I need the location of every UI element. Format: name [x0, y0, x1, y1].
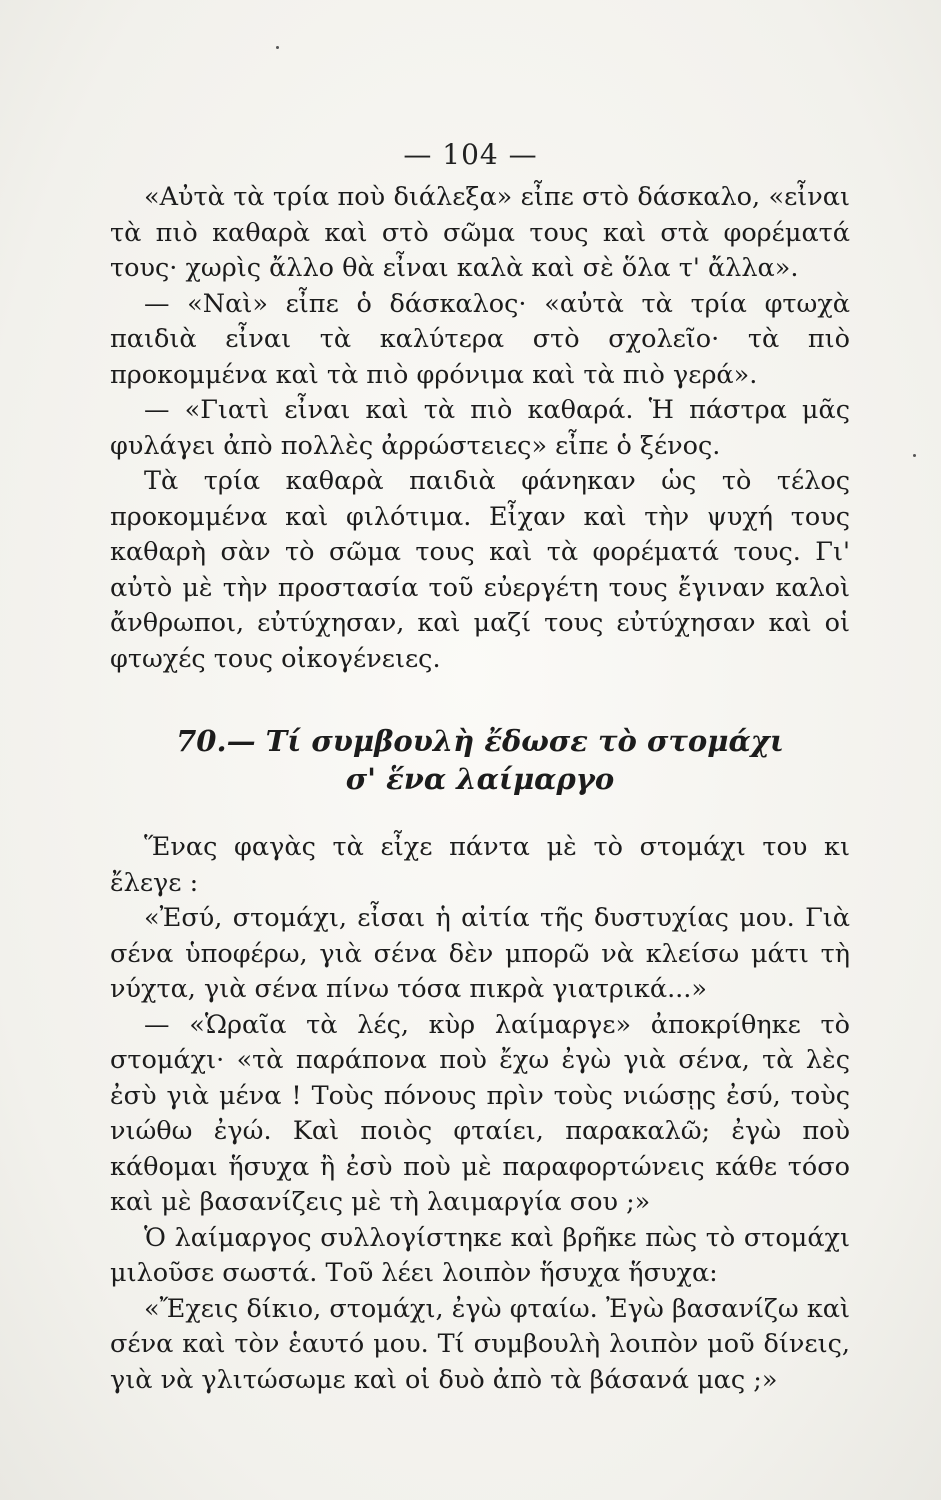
- paragraph: «Αὐτὰ τὰ τρία ποὺ διάλεξα» εἶπε στὸ δάσκαλο, «εἶναι τὰ πιὸ καθαρὰ καὶ στὸ σῶμα τους καὶ στὰ φορέματά τους· χωρὶς ἄλλο θὰ εἶναι καλὰ καὶ σὲ ὅλα τ' ἄλλα».: [110, 182, 850, 283]
- chapter-title-line-1: — Τί συμβουλὴ ἔδωσε τὸ στομάχι: [226, 724, 784, 758]
- paper-speck: [276, 46, 279, 49]
- paragraph: — «Ὡραῖα τὰ λές, κὺρ λαίμαργε» ἀποκρίθηκε τὸ στομάχι· «τὰ παράπονα ποὺ ἔχω ἐγὼ γιὰ σένα, τὰ λὲς ἐσὺ γιὰ μένα ! Τοὺς πόνους πρὶν τοὺς νιώσῃς ἐσύ, τοὺς νιώθω ἐγώ. Καὶ ποιὸς φταίει, παρακαλῶ; ἐγὼ ποὺ κάθομαι ἥσυχα ἢ ἐσὺ ποὺ μὲ παραφορτώνεις κάθε τόσο καὶ μὲ βασανίζεις μὲ τὴ λαιμαργία σου ;»: [110, 1009, 850, 1217]
- paragraph: «Ἔχεις δίκιο, στομάχι, ἐγὼ φταίω. Ἐγὼ βασανίζω καὶ σένα καὶ τὸν ἑαυτό μου. Τί συμβουλὴ λοιπὸν μοῦ δίνεις, γιὰ νὰ γλιτώσωμε καὶ οἱ δυὸ ἀπὸ τὰ βάσανά μας ;»: [110, 1293, 850, 1395]
- chapter-heading: [110, 722, 850, 798]
- page-number: — 104 —: [403, 138, 538, 171]
- heading-line-1: [110, 722, 850, 760]
- story-70-body: [110, 830, 850, 1398]
- paragraph: Τὰ τρία καθαρὰ παιδιὰ φάνηκαν ὡς τὸ τέλος προκομμένα καὶ φιλότιμα. Εἶχαν καὶ τὴν ψυχή τους καθαρὴ σὰν τὸ σῶμα τους καὶ τὰ φορέματά τους. Γι' αὐτὸ μὲ τὴν προστασία τοῦ εὐεργέτη τους ἔγιναν καλοὶ ἄνθρωποι, εὐτύχησαν, καὶ μαζί τους εὐτύχησαν καὶ οἱ φτωχές τους οἰκογένειες.: [110, 466, 850, 674]
- paragraph: — «Γιατὶ εἶναι καὶ τὰ πιὸ καθαρά. Ἡ πάστρα μᾶς φυλάγει ἀπὸ πολλὲς ἀρρώστειες» εἶπε ὁ ξένος.: [110, 395, 850, 461]
- paper-speck: [913, 454, 916, 457]
- story-69-ending: [110, 180, 850, 677]
- paragraph: Ὁ λαίμαργος συλλογίστηκε καὶ βρῆκε πὼς τὸ στομάχι μιλοῦσε σωστά. Τοῦ λέει λοιπὸν ἥσυχα ἥσυχα:: [110, 1222, 850, 1288]
- paragraph: «Ἐσύ, στομάχι, εἶσαι ἡ αἰτία τῆς δυστυχίας μου. Γιὰ σένα ὑποφέρω, γιὰ σένα δὲν μπορῶ νὰ κλείσω μάτι τὴ νύχτα, γιὰ σένα πίνω τόσα πικρὰ γιατρικά...»: [110, 903, 850, 1004]
- paragraph: — «Ναὶ» εἶπε ὁ δάσκαλος· «αὐτὰ τὰ τρία φτωχὰ παιδιὰ εἶναι τὰ καλύτερα στὸ σχολεῖο· τὰ πιὸ προκομμένα καὶ τὰ πιὸ φρόνιμα καὶ τὰ πιὸ γερά».: [110, 288, 850, 390]
- chapter-title-line-2: σ' ἕνα λαίμαργο: [345, 762, 615, 796]
- chapter-number: 70.: [176, 724, 227, 758]
- paragraph: Ἕνας φαγὰς τὰ εἶχε πάντα μὲ τὸ στομάχι του κι ἔλεγε :: [110, 832, 850, 898]
